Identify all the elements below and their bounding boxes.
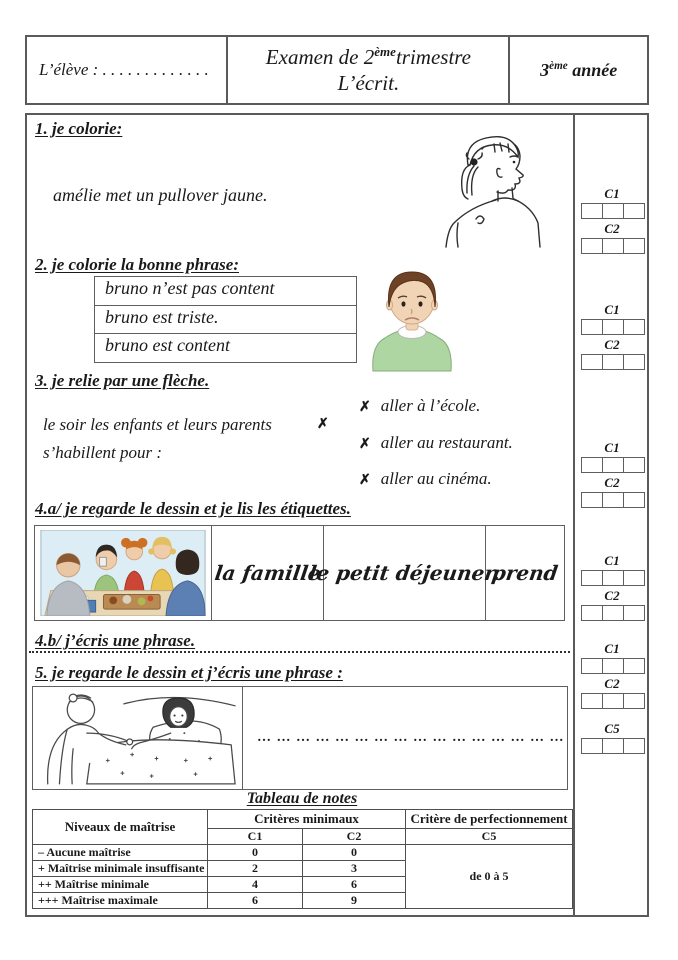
ex3-left-cross: ✗ [317,417,329,432]
ex3-option: ✗ aller à l’école. [359,396,481,415]
score-cell [623,605,645,621]
ex3-left-line2: s’habillent pour : [43,443,162,462]
score-cell [581,354,603,370]
ex2-option: bruno est content [94,333,357,363]
level-row-c2: 9 [303,893,406,909]
level-row-label: +++ Maîtrise maximale [33,893,208,909]
score-cell [602,203,624,219]
score-label: C2 [604,221,620,236]
etiquette-label: le petit déjeuner. [307,561,503,585]
ex5-table [32,686,568,790]
score-label: C2 [604,337,620,352]
grade-cell [510,37,647,103]
score-cell [581,203,603,219]
score-cell [581,457,603,473]
score-cell [581,492,603,508]
score-cell [602,319,624,335]
exam-body [25,113,649,917]
score-column [573,115,649,915]
col-header-min-criteria: Critères minimaux [208,810,406,829]
sick-girl-in-bed-illustration [33,687,243,789]
level-row-c2: 6 [303,877,406,893]
col-header-levels: Niveaux de maîtrise [33,810,208,845]
score-cell [602,492,624,508]
score-cell [581,319,603,335]
subcol-c1: C1 [208,829,303,845]
score-cell [623,738,645,754]
ex2-option: bruno est triste. [94,305,357,335]
score-label: C2 [604,475,620,490]
score-cell [581,570,603,586]
level-row-c2: 3 [303,861,406,877]
level-row-c1: 2 [208,861,303,877]
exam-title-cell [228,37,510,103]
student-name-cell [27,37,228,103]
ex1-sentence: amélie met un pullover jaune. [53,185,268,205]
ex2-options-table [94,276,357,363]
level-row-label: ++ Maîtrise minimale [33,877,208,893]
cross-mark-icon: ✗ [359,400,371,415]
score-cell [623,570,645,586]
level-row-c2: 0 [303,845,406,861]
score-cell [623,354,645,370]
ex3-option: ✗ aller au restaurant. [359,433,513,452]
grade-label: 3ème année [540,59,618,80]
score-boxes [581,738,645,754]
notes-table-title: Tableau de notes [246,790,358,807]
score-group-ex2 [575,303,651,373]
score-cell [602,738,624,754]
score-boxes [581,605,645,621]
score-cell [623,457,645,473]
score-cell [602,658,624,674]
score-cell [623,203,645,219]
score-boxes [581,693,645,709]
cross-mark-icon: ✗ [359,473,371,488]
level-row-c1: 4 [208,877,303,893]
cross-mark-icon: ✗ [359,437,371,452]
ex4b-title: 4.b/ j’écris une phrase. [35,631,196,650]
score-label: C1 [604,641,620,656]
level-row-c1: 0 [208,845,303,861]
etiquette-cell [307,526,503,620]
ex4b-answer-line [29,649,570,653]
score-group-ex4b [575,642,651,712]
score-label: C1 [604,302,620,317]
score-label: C1 [604,553,620,568]
score-boxes [581,457,645,473]
family-breakfast-illustration [35,526,212,620]
score-cell [623,238,645,254]
notes-table [32,809,573,909]
ex1-title: 1. je colorie: [35,119,123,138]
score-cell [623,319,645,335]
score-label: C2 [604,676,620,691]
score-boxes [581,570,645,586]
girl-profile-illustration [412,131,552,249]
perfection-range: de 0 à 5 [406,845,573,909]
score-cell [581,605,603,621]
score-boxes [581,238,645,254]
score-cell [581,658,603,674]
score-group-ex5 [575,722,651,757]
score-boxes [581,354,645,370]
ex2-title: 2. je colorie la bonne phrase: [35,255,239,274]
score-cell [602,457,624,473]
score-cell [602,238,624,254]
score-group-ex4a [575,554,651,624]
ex3-left-line1: le soir les enfants et leurs parents [43,415,272,434]
ex4a-labels-table [34,525,565,621]
score-cell [581,238,603,254]
score-cell [581,738,603,754]
etiquette-cell [212,526,324,620]
etiquette-cell [486,526,564,620]
level-row-label: – Aucune maîtrise [33,845,208,861]
ex4a-title: 4.a/ je regarde le dessin et je lis les étiquettes. [35,499,351,518]
score-label: C1 [604,440,620,455]
score-cell [581,693,603,709]
score-cell [602,354,624,370]
subcol-c2: C2 [303,829,406,845]
level-row-c1: 6 [208,893,303,909]
sad-boy-illustration [365,265,460,373]
score-cell [602,605,624,621]
exam-title-line1: Examen de 2èmetrimestre [265,43,472,69]
score-boxes [581,203,645,219]
score-cell [602,570,624,586]
ex5-answer-dots: … … … … … … … … … … … … … … … … [257,730,565,745]
level-row-label: + Maîtrise minimale insuffisante [33,861,208,877]
score-group-ex1 [575,187,651,257]
subcol-c5: C5 [406,829,573,845]
score-cell [602,693,624,709]
score-cell [623,693,645,709]
ex3-title: 3. je relie par une flèche. [35,371,210,390]
score-label: C2 [604,588,620,603]
score-cell [623,658,645,674]
ex3-option: ✗ aller au cinéma. [359,469,492,488]
ex2-option: bruno n’est pas content [94,276,357,306]
header [25,35,649,105]
col-header-perfection: Critère de perfectionnement [406,810,573,829]
student-label: L’élève : . . . . . . . . . . . . . [39,60,209,79]
score-boxes [581,658,645,674]
score-group-ex3 [575,441,651,511]
score-label: C1 [604,186,620,201]
score-boxes [581,492,645,508]
score-label: C5 [604,721,620,736]
score-boxes [581,319,645,335]
ex5-title: 5. je regarde le dessin et j’écris une phrase : [35,663,343,682]
etiquette-label: prend [490,561,560,585]
score-cell [623,492,645,508]
exam-title-line2: L’écrit. [337,71,400,95]
etiquette-label: la famille [213,561,323,585]
